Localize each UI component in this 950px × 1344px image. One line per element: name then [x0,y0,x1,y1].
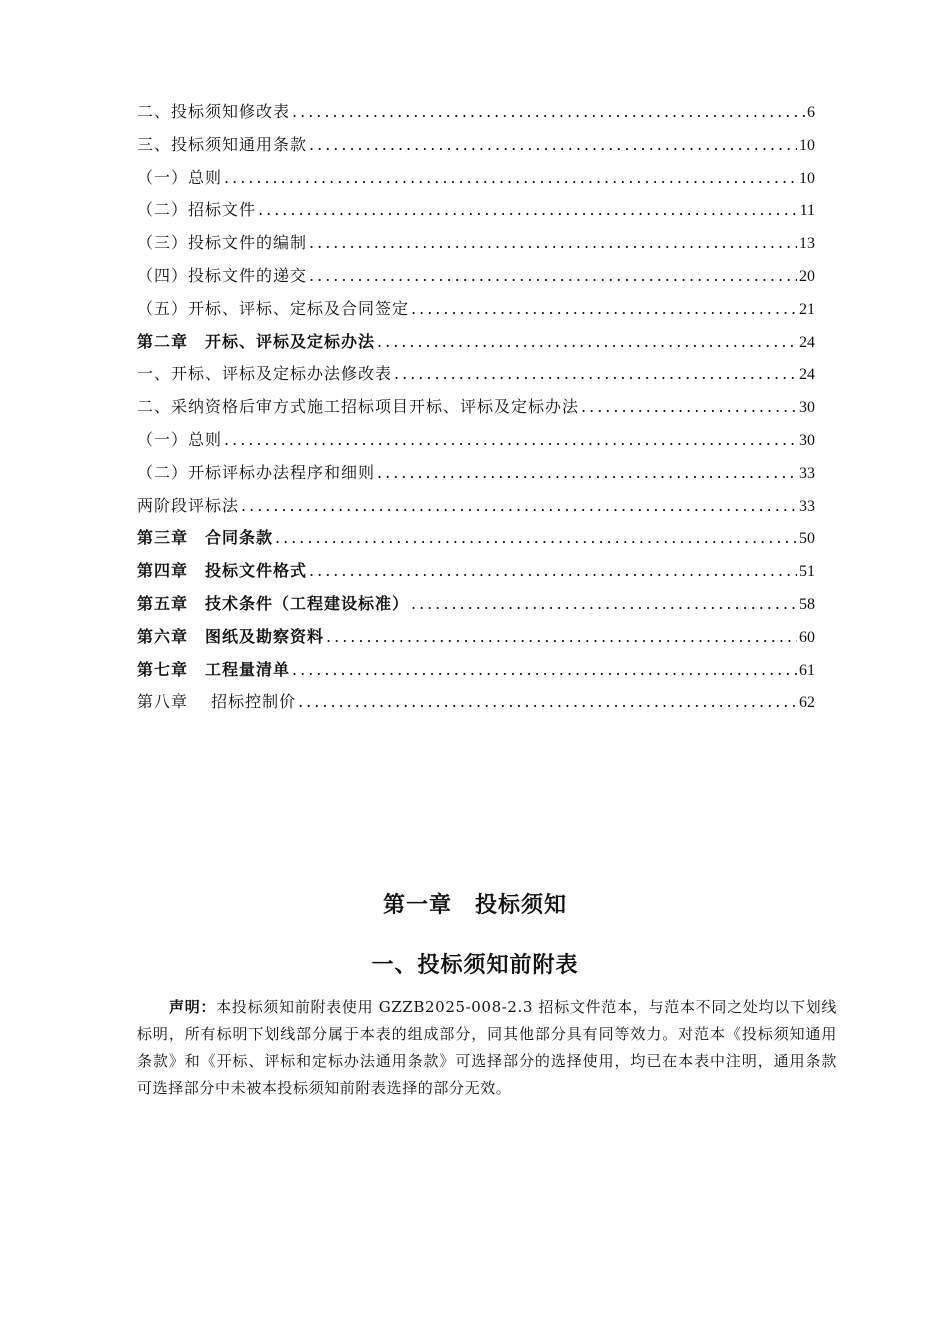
toc-entry-label: 一、开标、评标及定标办法修改表 [137,364,393,384]
toc-entry-page: 10 [799,136,815,154]
toc-leader-dots [222,424,797,457]
toc-entry[interactable] [137,522,815,555]
toc-entry-label: 两阶段评标法 [137,495,240,515]
toc-leader-dots [409,588,797,621]
statement-body: 本投标须知前附表使用 GZZB2025-008-2.3 招标文件范本，与范本不同之处均以下划线标明，所有标明下划线部分属于本表的组成部分，同其他部分具有同等效力。对范本《投标须知通用条款》和《开标、评标和定标办法通用条款》可选择部分的选择使用，均已在本表中注明，通用条款可选择部分中未被本投标须知前附表选择的部分无效。 [137,998,837,1097]
toc-leader-dots [409,293,797,326]
toc-entry-page: 51 [799,563,815,581]
toc-entry[interactable] [137,686,815,719]
toc-entry[interactable] [137,621,815,654]
toc-leader-dots [290,96,805,129]
toc-entry-label: 第四章 投标文件格式 [137,561,308,581]
toc-leader-dots [307,129,797,162]
toc-leader-dots [290,654,797,687]
toc-leader-dots [222,162,797,195]
toc-entry-label: 二、投标须知修改表 [137,102,291,121]
toc-entry[interactable] [137,96,815,129]
toc-entry-page: 6 [807,104,815,121]
toc-entry[interactable] [137,358,815,391]
section-heading: 一、投标须知前附表 [371,952,579,978]
toc-entry-label: 二、采纳资格后审方式施工招标项目开标、评标及定标办法 [137,397,580,417]
statement-paragraph [137,994,837,1102]
toc-entry[interactable] [137,391,815,424]
toc-entry-page: 30 [799,431,815,449]
toc-entry-label: （一）总则 [137,167,223,187]
toc-entry-label: （一）总则 [137,429,223,449]
toc-entry[interactable] [137,260,815,293]
toc-entry-page: 33 [799,464,815,482]
toc-entry-label: （五）开标、评标、定标及合同签定 [137,298,410,318]
toc-entry-label: （三）投标文件的编制 [137,233,308,253]
toc-entry-page: 13 [799,235,815,253]
toc-leader-dots [579,391,797,424]
toc-entry-page: 20 [799,267,815,285]
toc-entry-page: 10 [799,169,815,187]
toc-entry[interactable] [137,457,815,490]
toc-entry-label: （二）开标评标办法程序和细则 [137,462,376,482]
toc-entry-page: 11 [799,202,815,220]
toc-entry[interactable] [137,555,815,588]
toc-entry-label: 三、投标须知通用条款 [137,134,308,154]
toc-entry-label: （二）招标文件 [137,200,257,220]
toc-leader-dots [296,686,797,719]
toc-entry[interactable] [137,490,815,523]
toc-leader-dots [324,621,797,654]
toc-entry-page: 60 [799,628,815,646]
toc-leader-dots [375,326,797,359]
toc-leader-dots [239,490,797,523]
toc-entry-label: 第七章 工程量清单 [137,659,291,679]
toc-entry[interactable] [137,424,815,457]
toc-entry-label: 第五章 技术条件（工程建设标准） [137,593,410,613]
toc-entry-label: 第二章 开标、评标及定标办法 [137,331,376,351]
toc-entry-page: 50 [799,530,815,548]
toc-entry-page: 21 [799,300,815,318]
toc-entry[interactable] [137,588,815,621]
toc-leader-dots [273,522,797,555]
toc-leader-dots [375,457,797,490]
toc-leader-dots [256,194,798,227]
toc-entry[interactable] [137,326,815,359]
toc-entry-label: （四）投标文件的递交 [137,265,308,285]
toc-entry-page: 33 [799,497,815,515]
toc-entry-label: 第六章 图纸及勘察资料 [137,626,325,646]
toc-entry-page: 62 [799,694,815,712]
toc-leader-dots [307,227,797,260]
toc-entry[interactable] [137,129,815,162]
toc-leader-dots [307,260,797,293]
toc-entry-label: 第三章 合同条款 [137,528,274,548]
toc-entry-page: 58 [799,595,815,613]
toc-entry-page: 61 [799,661,815,679]
toc-entry[interactable] [137,654,815,687]
toc-entry[interactable] [137,162,815,195]
statement-lead: 声明： [169,998,217,1016]
toc-entry-page: 30 [799,399,815,417]
toc-entry-page: 24 [799,333,815,351]
toc-entry-label: 第八章 招标控制价 [137,692,297,712]
toc-entry[interactable] [137,227,815,260]
chapter-heading: 第一章 投标须知 [382,892,567,918]
toc-leader-dots [307,555,797,588]
toc-entry-page: 24 [799,366,815,384]
toc-leader-dots [392,358,797,391]
toc-entry[interactable] [137,194,815,227]
table-of-contents [137,96,815,719]
toc-entry[interactable] [137,293,815,326]
